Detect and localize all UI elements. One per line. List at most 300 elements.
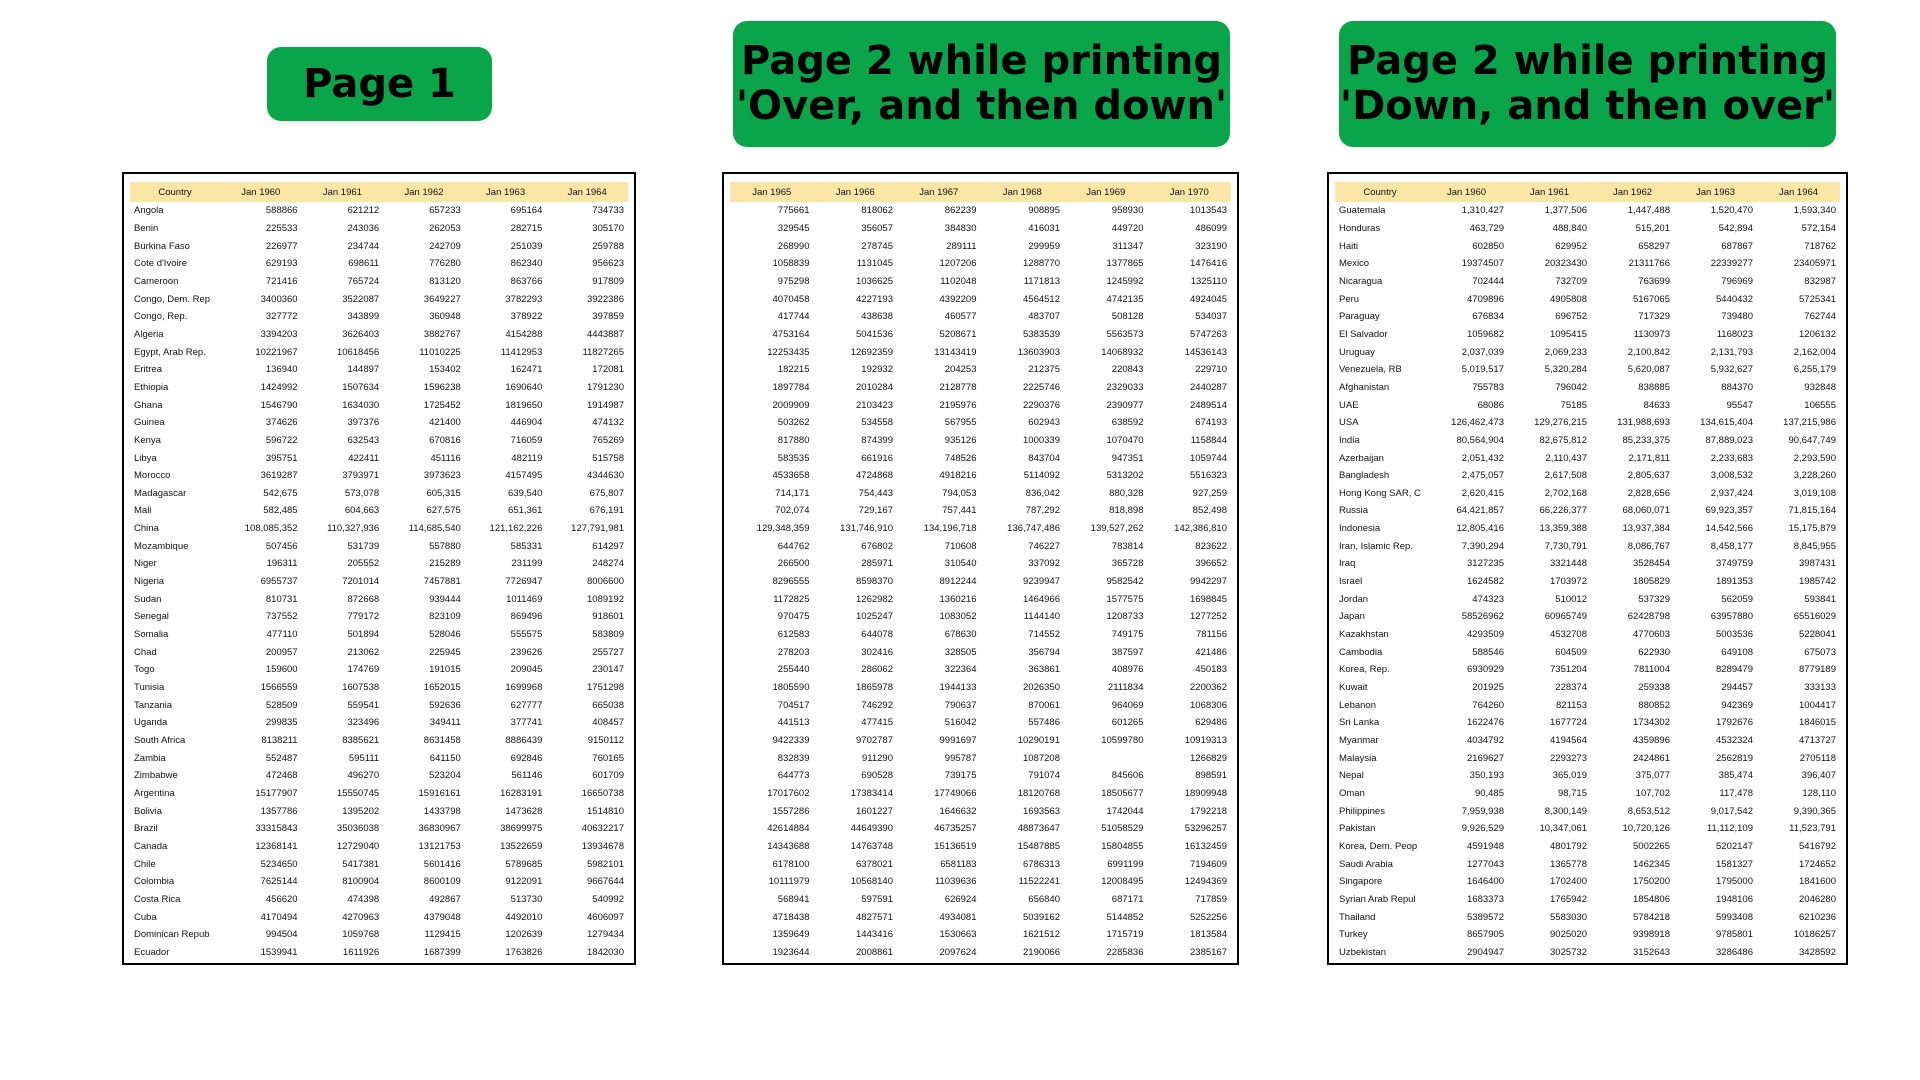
value-cell: 5041536 <box>856 328 893 340</box>
value-cell: 6786313 <box>1023 858 1060 870</box>
table-row <box>1335 396 1840 414</box>
value-cell: 1462345 <box>1633 858 1670 870</box>
table-row <box>730 926 1231 944</box>
value-cell: 2,051,432 <box>1461 452 1504 464</box>
value-cell: 496270 <box>347 770 380 782</box>
value-cell: 3522087 <box>342 293 380 305</box>
value-cell: 7194609 <box>1190 858 1227 870</box>
value-cell: 1842030 <box>587 946 624 958</box>
page1-banner-line: Page 1 <box>303 60 456 107</box>
country-cell: Nicaragua <box>1339 275 1383 287</box>
value-cell: 791074 <box>1028 770 1060 782</box>
value-cell: 627,575 <box>426 505 461 517</box>
page2-header-row <box>730 182 1231 202</box>
value-cell: 838885 <box>1638 381 1670 393</box>
value-cell: 15550745 <box>336 787 380 799</box>
value-cell: 714552 <box>1028 629 1060 641</box>
table-row <box>130 485 628 503</box>
value-cell: 1683373 <box>1467 893 1504 905</box>
value-cell: 311347 <box>1112 240 1144 252</box>
value-cell: 1359649 <box>772 929 810 941</box>
value-cell: 82,675,812 <box>1539 434 1587 446</box>
table-row <box>130 838 628 856</box>
country-cell: Colombia <box>134 876 175 888</box>
value-cell: 656840 <box>1028 893 1060 905</box>
value-cell: 15804855 <box>1101 840 1144 852</box>
value-cell: 449720 <box>1111 222 1144 234</box>
table-row <box>130 696 628 714</box>
table-row <box>1335 802 1840 820</box>
value-cell: 68,060,071 <box>1622 505 1670 517</box>
value-cell: 602943 <box>1028 417 1060 429</box>
value-cell: 1433798 <box>423 805 461 817</box>
page2-down-then-over-sheet <box>1327 172 1848 965</box>
value-cell: 7811004 <box>1633 664 1670 676</box>
value-cell: 350,193 <box>1469 770 1504 782</box>
value-cell: 9785801 <box>1716 929 1753 941</box>
value-cell: 6210236 <box>1799 911 1836 923</box>
value-cell: 3882767 <box>423 328 461 340</box>
value-cell: 2,100,842 <box>1627 346 1670 358</box>
value-cell: 503262 <box>777 417 810 429</box>
value-cell: 783814 <box>1111 540 1144 552</box>
value-cell: 387597 <box>1111 646 1144 658</box>
page2-down-banner-line-1: Page 2 while printing <box>1346 38 1829 85</box>
column-header: Jan 1965 <box>730 182 814 202</box>
value-cell: 9,390,365 <box>1793 805 1836 817</box>
value-cell: 259788 <box>592 240 624 252</box>
table-row <box>1335 767 1840 785</box>
country-cell: Ethiopia <box>134 381 169 393</box>
page1-sheet <box>122 172 636 965</box>
table-row <box>130 855 628 873</box>
value-cell: 746292 <box>861 699 893 711</box>
value-cell: 299835 <box>265 717 298 729</box>
value-cell: 823109 <box>429 611 461 623</box>
table-row <box>130 361 628 379</box>
value-cell: 2128778 <box>939 381 977 393</box>
value-cell: 1507634 <box>342 381 380 393</box>
value-cell: 721416 <box>265 275 298 287</box>
table-row <box>730 414 1231 432</box>
value-cell: 5601416 <box>423 858 461 870</box>
value-cell: 278745 <box>861 240 893 252</box>
value-cell: 11,112,109 <box>1706 823 1753 835</box>
table-row <box>730 273 1231 291</box>
value-cell: 562059 <box>1721 593 1753 605</box>
value-cell: 492867 <box>429 893 461 905</box>
page2-over-then-down-banner <box>733 21 1230 147</box>
country-cell: India <box>1339 434 1360 446</box>
value-cell: 13,359,388 <box>1539 523 1587 535</box>
value-cell: 356057 <box>861 222 893 234</box>
value-cell: 1360216 <box>939 593 977 605</box>
value-cell: 282715 <box>510 222 543 234</box>
value-cell: 4742135 <box>1106 293 1144 305</box>
value-cell: 213062 <box>347 646 380 658</box>
value-cell: 268990 <box>777 240 810 252</box>
value-cell: 2026350 <box>1023 682 1060 694</box>
value-cell: 1985742 <box>1799 576 1836 588</box>
value-cell: 1171813 <box>1023 275 1060 287</box>
value-cell: 11522241 <box>1018 876 1060 888</box>
table-row <box>730 520 1231 538</box>
value-cell: 813120 <box>429 275 461 287</box>
value-cell: 595111 <box>348 752 380 764</box>
table-row <box>130 396 628 414</box>
value-cell: 507456 <box>265 540 298 552</box>
table-row <box>1335 432 1840 450</box>
value-cell: 675073 <box>1804 646 1836 658</box>
country-cell: Afghanistan <box>1339 381 1390 393</box>
value-cell: 1443416 <box>856 929 893 941</box>
value-cell: 38699975 <box>500 823 543 835</box>
table-row <box>130 573 628 591</box>
country-cell: Pakistan <box>1339 823 1376 835</box>
column-header: Jan 1961 <box>1508 182 1591 202</box>
value-cell: 90,647,749 <box>1788 434 1836 446</box>
value-cell: 360948 <box>429 311 461 323</box>
table-row <box>130 820 628 838</box>
value-cell: 557880 <box>429 540 461 552</box>
value-cell: 748526 <box>944 452 977 464</box>
value-cell: 477415 <box>861 717 893 729</box>
country-cell: Sri Lanka <box>1339 717 1380 729</box>
value-cell: 1805590 <box>772 682 810 694</box>
value-cell: 13,937,384 <box>1622 523 1670 535</box>
value-cell: 1473628 <box>505 805 543 817</box>
value-cell: 80,564,904 <box>1456 434 1504 446</box>
value-cell: 3286486 <box>1716 946 1753 958</box>
value-cell: 349411 <box>429 717 461 729</box>
table-row <box>730 255 1231 273</box>
country-cell: Mozambique <box>134 540 189 552</box>
value-cell: 23405971 <box>1793 258 1836 270</box>
country-cell: Congo, Dem. Rep <box>134 293 211 305</box>
table-row <box>1335 732 1840 750</box>
country-cell: Azerbaijan <box>1339 452 1384 464</box>
value-cell: 128,110 <box>1802 787 1836 799</box>
country-cell: Cote d'Ivoire <box>134 258 188 270</box>
value-cell: 1557286 <box>772 805 810 817</box>
value-cell: 137,215,986 <box>1783 417 1836 429</box>
country-cell: Uruguay <box>1339 346 1375 358</box>
value-cell: 5208671 <box>939 328 977 340</box>
value-cell: 2103423 <box>856 399 893 411</box>
table-row <box>730 785 1231 803</box>
value-cell: 12692359 <box>850 346 893 358</box>
value-cell: 757,441 <box>942 505 977 517</box>
value-cell: 911290 <box>862 752 893 764</box>
value-cell: 528046 <box>429 629 461 641</box>
country-cell: Argentina <box>134 787 175 799</box>
value-cell: 1646632 <box>939 805 977 817</box>
value-cell: 421486 <box>1195 646 1227 658</box>
value-cell: 5725341 <box>1799 293 1836 305</box>
value-cell: 1725452 <box>423 399 461 411</box>
value-cell: 638592 <box>1111 417 1144 429</box>
value-cell: 251039 <box>510 240 543 252</box>
table-row <box>130 643 628 661</box>
value-cell: 5114092 <box>1023 470 1060 482</box>
value-cell: 1596238 <box>423 381 461 393</box>
value-cell: 2,171,811 <box>1628 452 1670 464</box>
value-cell: 9025020 <box>1550 929 1587 941</box>
value-cell: 438638 <box>861 311 893 323</box>
table-row <box>730 855 1231 873</box>
value-cell: 1279434 <box>587 929 624 941</box>
value-cell: 3428592 <box>1799 946 1836 958</box>
table-row <box>1335 838 1840 856</box>
value-cell: 739175 <box>944 770 977 782</box>
table-row <box>1335 555 1840 573</box>
value-cell: 162471 <box>510 364 543 376</box>
value-cell: 1765942 <box>1550 893 1587 905</box>
value-cell: 75185 <box>1560 399 1587 411</box>
value-cell: 621212 <box>347 205 380 217</box>
value-cell: 286062 <box>861 664 893 676</box>
value-cell: 196311 <box>266 558 298 570</box>
table-row <box>1335 873 1840 891</box>
value-cell: 4591948 <box>1467 840 1504 852</box>
value-cell: 1514810 <box>587 805 624 817</box>
table-row <box>730 396 1231 414</box>
value-cell: 4918216 <box>939 470 977 482</box>
value-cell: 1652015 <box>423 682 461 694</box>
table-row <box>1335 573 1840 591</box>
table-row <box>730 361 1231 379</box>
value-cell: 3152643 <box>1633 946 1670 958</box>
value-cell: 836,042 <box>1025 487 1060 499</box>
value-cell: 1025247 <box>856 611 893 623</box>
value-cell: 510012 <box>1555 593 1587 605</box>
table-row <box>1335 220 1840 238</box>
value-cell: 678630 <box>944 629 977 641</box>
value-cell: 13121753 <box>418 840 461 852</box>
table-row <box>130 749 628 767</box>
value-cell: 657233 <box>429 205 461 217</box>
value-cell: 7201014 <box>342 576 380 588</box>
value-cell: 15136519 <box>934 840 977 852</box>
value-cell: 121,162,226 <box>489 523 543 535</box>
country-cell: Brazil <box>134 823 158 835</box>
value-cell: 53296257 <box>1184 823 1227 835</box>
table-row <box>730 820 1231 838</box>
value-cell: 1581327 <box>1716 858 1753 870</box>
value-cell: 323190 <box>1195 240 1227 252</box>
value-cell: 126,462,473 <box>1451 417 1504 429</box>
table-row <box>130 432 628 450</box>
value-cell: 5,019,517 <box>1461 364 1504 376</box>
value-cell: 1792676 <box>1716 717 1753 729</box>
value-cell: 483707 <box>1028 311 1060 323</box>
value-cell: 994504 <box>265 929 298 941</box>
country-cell: Paraguay <box>1339 311 1380 323</box>
value-cell: 15177907 <box>255 787 298 799</box>
value-cell: 4070458 <box>772 293 810 305</box>
value-cell: 9122091 <box>505 876 543 888</box>
value-cell: 5982101 <box>587 858 624 870</box>
value-cell: 66,226,377 <box>1539 505 1587 517</box>
value-cell: 956623 <box>592 258 624 270</box>
country-cell: Cambodia <box>1339 646 1383 658</box>
value-cell: 10618456 <box>336 346 380 358</box>
table-row <box>130 732 628 750</box>
value-cell: 16132459 <box>1184 840 1227 852</box>
value-cell: 488,840 <box>1552 222 1587 234</box>
value-cell: 4227193 <box>856 293 893 305</box>
value-cell: 927,259 <box>1192 487 1227 499</box>
value-cell: 15487885 <box>1017 840 1060 852</box>
value-cell: 1070470 <box>1106 434 1144 446</box>
value-cell: 278203 <box>777 646 810 658</box>
value-cell: 1,310,427 <box>1461 205 1504 217</box>
value-cell: 1702400 <box>1550 876 1587 888</box>
value-cell: 243036 <box>347 222 380 234</box>
value-cell: 3749759 <box>1716 558 1753 570</box>
value-cell: 231199 <box>511 558 543 570</box>
country-cell: Syrian Arab Repul <box>1339 893 1416 905</box>
table-row <box>730 838 1231 856</box>
value-cell: 810731 <box>265 593 298 605</box>
country-cell: Thailand <box>1339 911 1376 923</box>
value-cell: 7625144 <box>260 876 298 888</box>
column-header: Jan 1962 <box>1591 182 1674 202</box>
value-cell: 898591 <box>1195 770 1227 782</box>
value-cell: 131,746,910 <box>840 523 893 535</box>
country-cell: Korea, Rep. <box>1339 664 1390 676</box>
value-cell: 593841 <box>1804 593 1836 605</box>
value-cell: 6,255,179 <box>1793 364 1836 376</box>
value-cell: 21311766 <box>1628 258 1670 270</box>
value-cell: 698611 <box>348 258 380 270</box>
country-cell: Cameroon <box>134 275 179 287</box>
value-cell: 880852 <box>1638 699 1670 711</box>
country-cell: Guatemala <box>1339 205 1386 217</box>
value-cell <box>1064 749 1148 767</box>
value-cell: 754,443 <box>858 487 893 499</box>
value-cell: 932848 <box>1804 381 1836 393</box>
country-cell: Hong Kong SAR, C <box>1339 487 1421 499</box>
table-row <box>730 379 1231 397</box>
value-cell: 555575 <box>510 629 543 641</box>
value-cell: 1058839 <box>772 258 810 270</box>
value-cell: 139,527,262 <box>1090 523 1144 535</box>
value-cell: 2,617,508 <box>1544 470 1587 482</box>
value-cell: 4718438 <box>772 911 810 923</box>
table-row <box>130 908 628 926</box>
value-cell: 1611926 <box>342 946 380 958</box>
value-cell: 964069 <box>1111 699 1144 711</box>
value-cell: 5,620,087 <box>1627 364 1670 376</box>
table-row <box>1335 749 1840 767</box>
value-cell: 134,615,404 <box>1700 417 1753 429</box>
value-cell: 917809 <box>592 275 624 287</box>
value-cell: 661916 <box>861 452 893 464</box>
value-cell: 13934678 <box>581 840 624 852</box>
value-cell: 460577 <box>944 311 977 323</box>
value-cell: 62428798 <box>1627 611 1670 623</box>
value-cell: 6581183 <box>940 858 977 870</box>
value-cell: 516042 <box>944 717 977 729</box>
value-cell: 5,320,284 <box>1544 364 1587 376</box>
table-row <box>130 926 628 944</box>
value-cell: 451116 <box>430 452 461 464</box>
country-cell: Tunisia <box>134 682 165 694</box>
value-cell: 1059768 <box>342 929 380 941</box>
value-cell: 1011469 <box>506 593 543 605</box>
value-cell: 942369 <box>1721 699 1753 711</box>
page3-body <box>1335 202 1840 961</box>
value-cell: 2,233,683 <box>1710 452 1753 464</box>
table-row <box>730 608 1231 626</box>
value-cell: 1791230 <box>587 381 624 393</box>
table-row <box>1335 379 1840 397</box>
value-cell: 639,540 <box>508 487 543 499</box>
value-cell: 4443887 <box>587 328 624 340</box>
value-cell: 8779189 <box>1799 664 1836 676</box>
country-cell: Cuba <box>134 911 157 923</box>
value-cell: 239626 <box>510 646 543 658</box>
column-header: Jan 1964 <box>546 182 628 202</box>
value-cell: 534558 <box>861 417 893 429</box>
value-cell: 935126 <box>944 434 977 446</box>
value-cell: 9582542 <box>1106 576 1144 588</box>
table-row <box>130 537 628 555</box>
value-cell: 2,037,039 <box>1461 346 1504 358</box>
table-row <box>130 555 628 573</box>
value-cell: 13603903 <box>1017 346 1060 358</box>
table-row <box>1335 908 1840 926</box>
value-cell: 228374 <box>1555 682 1587 694</box>
country-cell: Congo, Rep. <box>134 311 188 323</box>
value-cell: 343899 <box>347 311 380 323</box>
value-cell: 732709 <box>1555 275 1587 287</box>
value-cell: 323496 <box>347 717 380 729</box>
value-cell: 4344630 <box>587 470 624 482</box>
value-cell: 626924 <box>944 893 977 905</box>
value-cell: 7,730,791 <box>1544 540 1587 552</box>
value-cell: 674193 <box>1195 417 1227 429</box>
value-cell: 13143419 <box>934 346 977 358</box>
table-row <box>130 802 628 820</box>
value-cell: 821153 <box>1556 699 1587 711</box>
value-cell: 4533658 <box>772 470 810 482</box>
country-cell: Iraq <box>1339 558 1356 570</box>
country-cell: Peru <box>1339 293 1360 305</box>
value-cell: 5234650 <box>260 858 298 870</box>
country-cell: Saudi Arabia <box>1339 858 1393 870</box>
value-cell: 702444 <box>1472 275 1504 287</box>
value-cell: 8138211 <box>261 735 298 747</box>
value-cell: 11,523,791 <box>1789 823 1836 835</box>
country-cell: Kuwait <box>1339 682 1368 694</box>
country-cell: Niger <box>134 558 157 570</box>
value-cell: 5002265 <box>1633 840 1670 852</box>
value-cell: 474132 <box>592 417 624 429</box>
value-cell: 596722 <box>265 434 298 446</box>
value-cell: 775661 <box>777 205 810 217</box>
value-cell: 1208733 <box>1106 611 1144 623</box>
table-row <box>730 432 1231 450</box>
value-cell: 515758 <box>592 452 624 464</box>
value-cell: 2904947 <box>1467 946 1504 958</box>
value-cell: 1288770 <box>1023 258 1060 270</box>
value-cell: 863766 <box>510 275 543 287</box>
value-cell: 4532708 <box>1550 629 1587 641</box>
value-cell: 702,074 <box>775 505 810 517</box>
table-row <box>130 343 628 361</box>
